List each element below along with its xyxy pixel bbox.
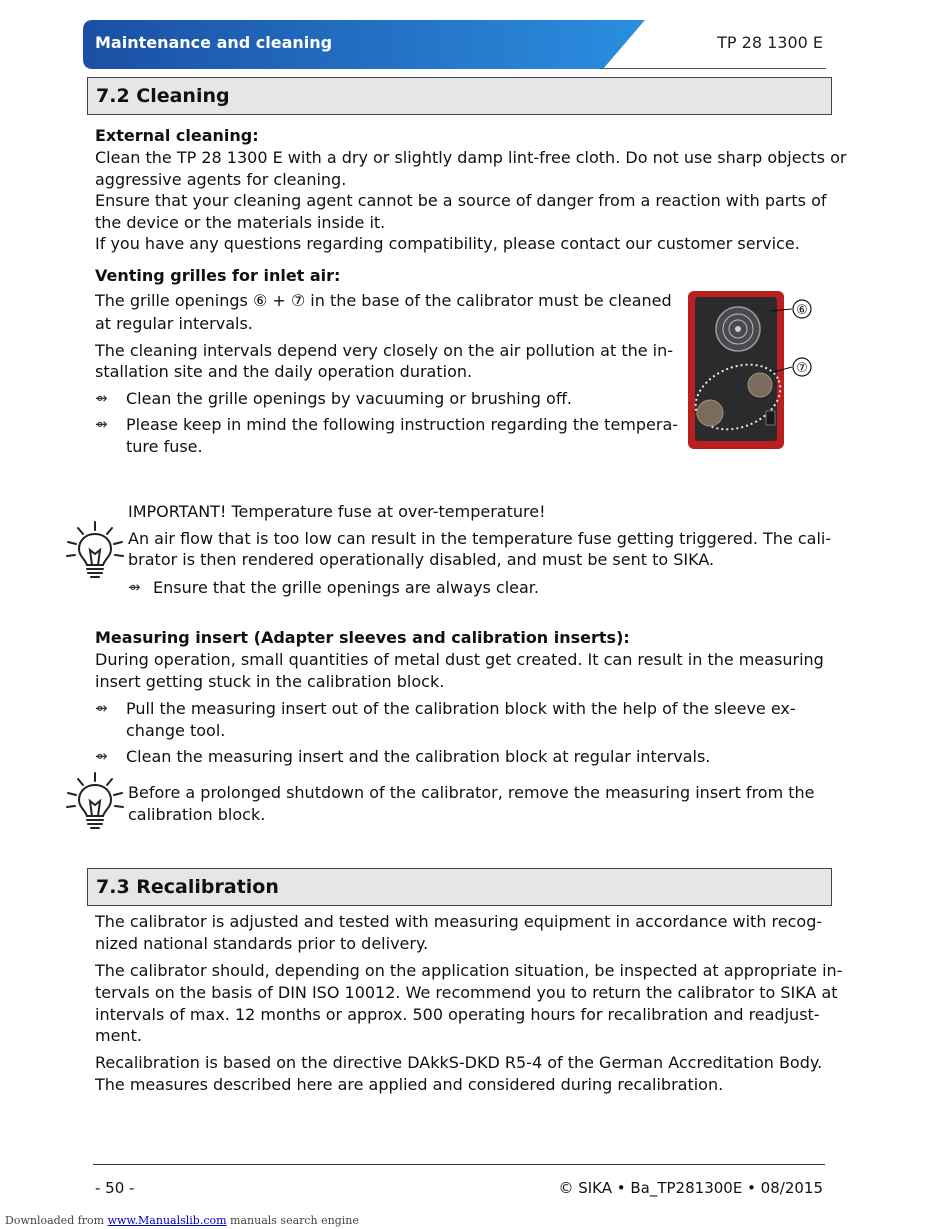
calibrator-base-image	[686, 289, 814, 453]
venting-line: at regular intervals.	[95, 314, 253, 333]
note-important-step: Ensure that the grille openings are always clear.	[153, 578, 539, 597]
note-important-line: brator is then rendered operationally disabled, and must be sent to SIKA.	[128, 550, 715, 569]
step-arrow-icon: ⇴	[95, 415, 108, 433]
section-heading-text: 7.2 Cleaning	[96, 85, 230, 107]
venting-title: Venting grilles for inlet air:	[95, 266, 341, 285]
footer-rule	[93, 1164, 825, 1165]
venting-step: Clean the grille openings by vacuuming or brushing off.	[126, 389, 572, 408]
header-doc-number: TP 28 1300 E	[717, 33, 823, 52]
step-arrow-icon: ⇴	[95, 699, 108, 717]
step-arrow-icon: ⇴	[128, 578, 141, 596]
step-arrow-icon: ⇴	[95, 747, 108, 765]
recalibration-p2-line: The calibrator should, depending on the application situation, be inspected at appropriate in-	[95, 961, 843, 980]
measuring-insert-line: insert getting stuck in the calibration block.	[95, 672, 445, 691]
manualslib-link[interactable]: www.Manualslib.com	[107, 1214, 227, 1227]
venting-step: ture fuse.	[126, 437, 203, 456]
recalibration-p1-line: The calibrator is adjusted and tested with measuring equipment in accordance with recog-	[95, 912, 823, 931]
measuring-insert-title: Measuring insert (Adapter sleeves and calibration inserts):	[95, 628, 630, 647]
recalibration-p3-line: The measures described here are applied and considered during recalibration.	[95, 1075, 724, 1094]
note-shutdown-line: Before a prolonged shutdown of the calibrator, remove the measuring insert from the	[128, 783, 815, 802]
external-cleaning-line: aggressive agents for cleaning.	[95, 170, 347, 189]
recalibration-p2-line: intervals of max. 12 months or approx. 500 operating hours for recalibration and readjust-	[95, 1005, 820, 1024]
note-important-line: An air flow that is too low can result in the temperature fuse getting triggered. The cali-	[128, 529, 832, 548]
measuring-insert-line: During operation, small quantities of metal dust get created. It can result in the measuring	[95, 650, 824, 669]
callout-6: ⑥	[796, 303, 808, 318]
venting-line: The grille openings ⑥ + ⑦ in the base of the calibrator must be cleaned	[95, 291, 672, 310]
header-section-title: Maintenance and cleaning	[95, 33, 333, 52]
download-suffix: manuals search engine	[226, 1214, 359, 1227]
header-rule	[600, 68, 826, 69]
measuring-insert-step: Clean the measuring insert and the calibration block at regular intervals.	[126, 747, 711, 766]
note-important-title: IMPORTANT! Temperature fuse at over-temperature!	[128, 502, 546, 521]
page-number: - 50 -	[95, 1179, 135, 1197]
recalibration-p1-line: nized national standards prior to delivery.	[95, 934, 429, 953]
note-shutdown-line: calibration block.	[128, 805, 266, 824]
recalibration-p3-line: Recalibration is based on the directive DAkkS-DKD R5-4 of the German Accreditation Body.	[95, 1053, 823, 1072]
recalibration-p2-line: ment.	[95, 1026, 142, 1045]
download-note	[5, 1214, 359, 1227]
external-cleaning-line: If you have any questions regarding compatibility, please contact our customer service.	[95, 234, 800, 253]
lightbulb-icon	[64, 520, 126, 582]
venting-line: stallation site and the daily operation duration.	[95, 362, 473, 381]
section-heading-cleaning	[87, 77, 832, 115]
lightbulb-icon	[64, 771, 126, 833]
external-cleaning-line: Clean the TP 28 1300 E with a dry or slightly damp lint-free cloth. Do not use sharp objects or	[95, 148, 847, 167]
recalibration-p2-line: tervals on the basis of DIN ISO 10012. We recommend you to return the calibrator to SIKA at	[95, 983, 838, 1002]
external-cleaning-line: the device or the materials inside it.	[95, 213, 386, 232]
external-cleaning-title: External cleaning:	[95, 126, 259, 145]
section-heading-text: 7.3 Recalibration	[96, 876, 279, 898]
download-prefix: Downloaded from	[5, 1214, 108, 1227]
step-arrow-icon: ⇴	[95, 389, 108, 407]
footer-copyright: © SIKA • Ba_TP281300E • 08/2015	[558, 1179, 823, 1197]
external-cleaning-line: Ensure that your cleaning agent cannot be a source of danger from a reaction with parts of	[95, 191, 827, 210]
venting-line: The cleaning intervals depend very closely on the air pollution at the in-	[95, 341, 674, 360]
callout-7: ⑦	[796, 361, 808, 376]
measuring-insert-step: change tool.	[126, 721, 226, 740]
section-heading-recalibration	[87, 868, 832, 906]
venting-step: Please keep in mind the following instruction regarding the tempera-	[126, 415, 679, 434]
measuring-insert-step: Pull the measuring insert out of the calibration block with the help of the sleeve ex-	[126, 699, 796, 718]
